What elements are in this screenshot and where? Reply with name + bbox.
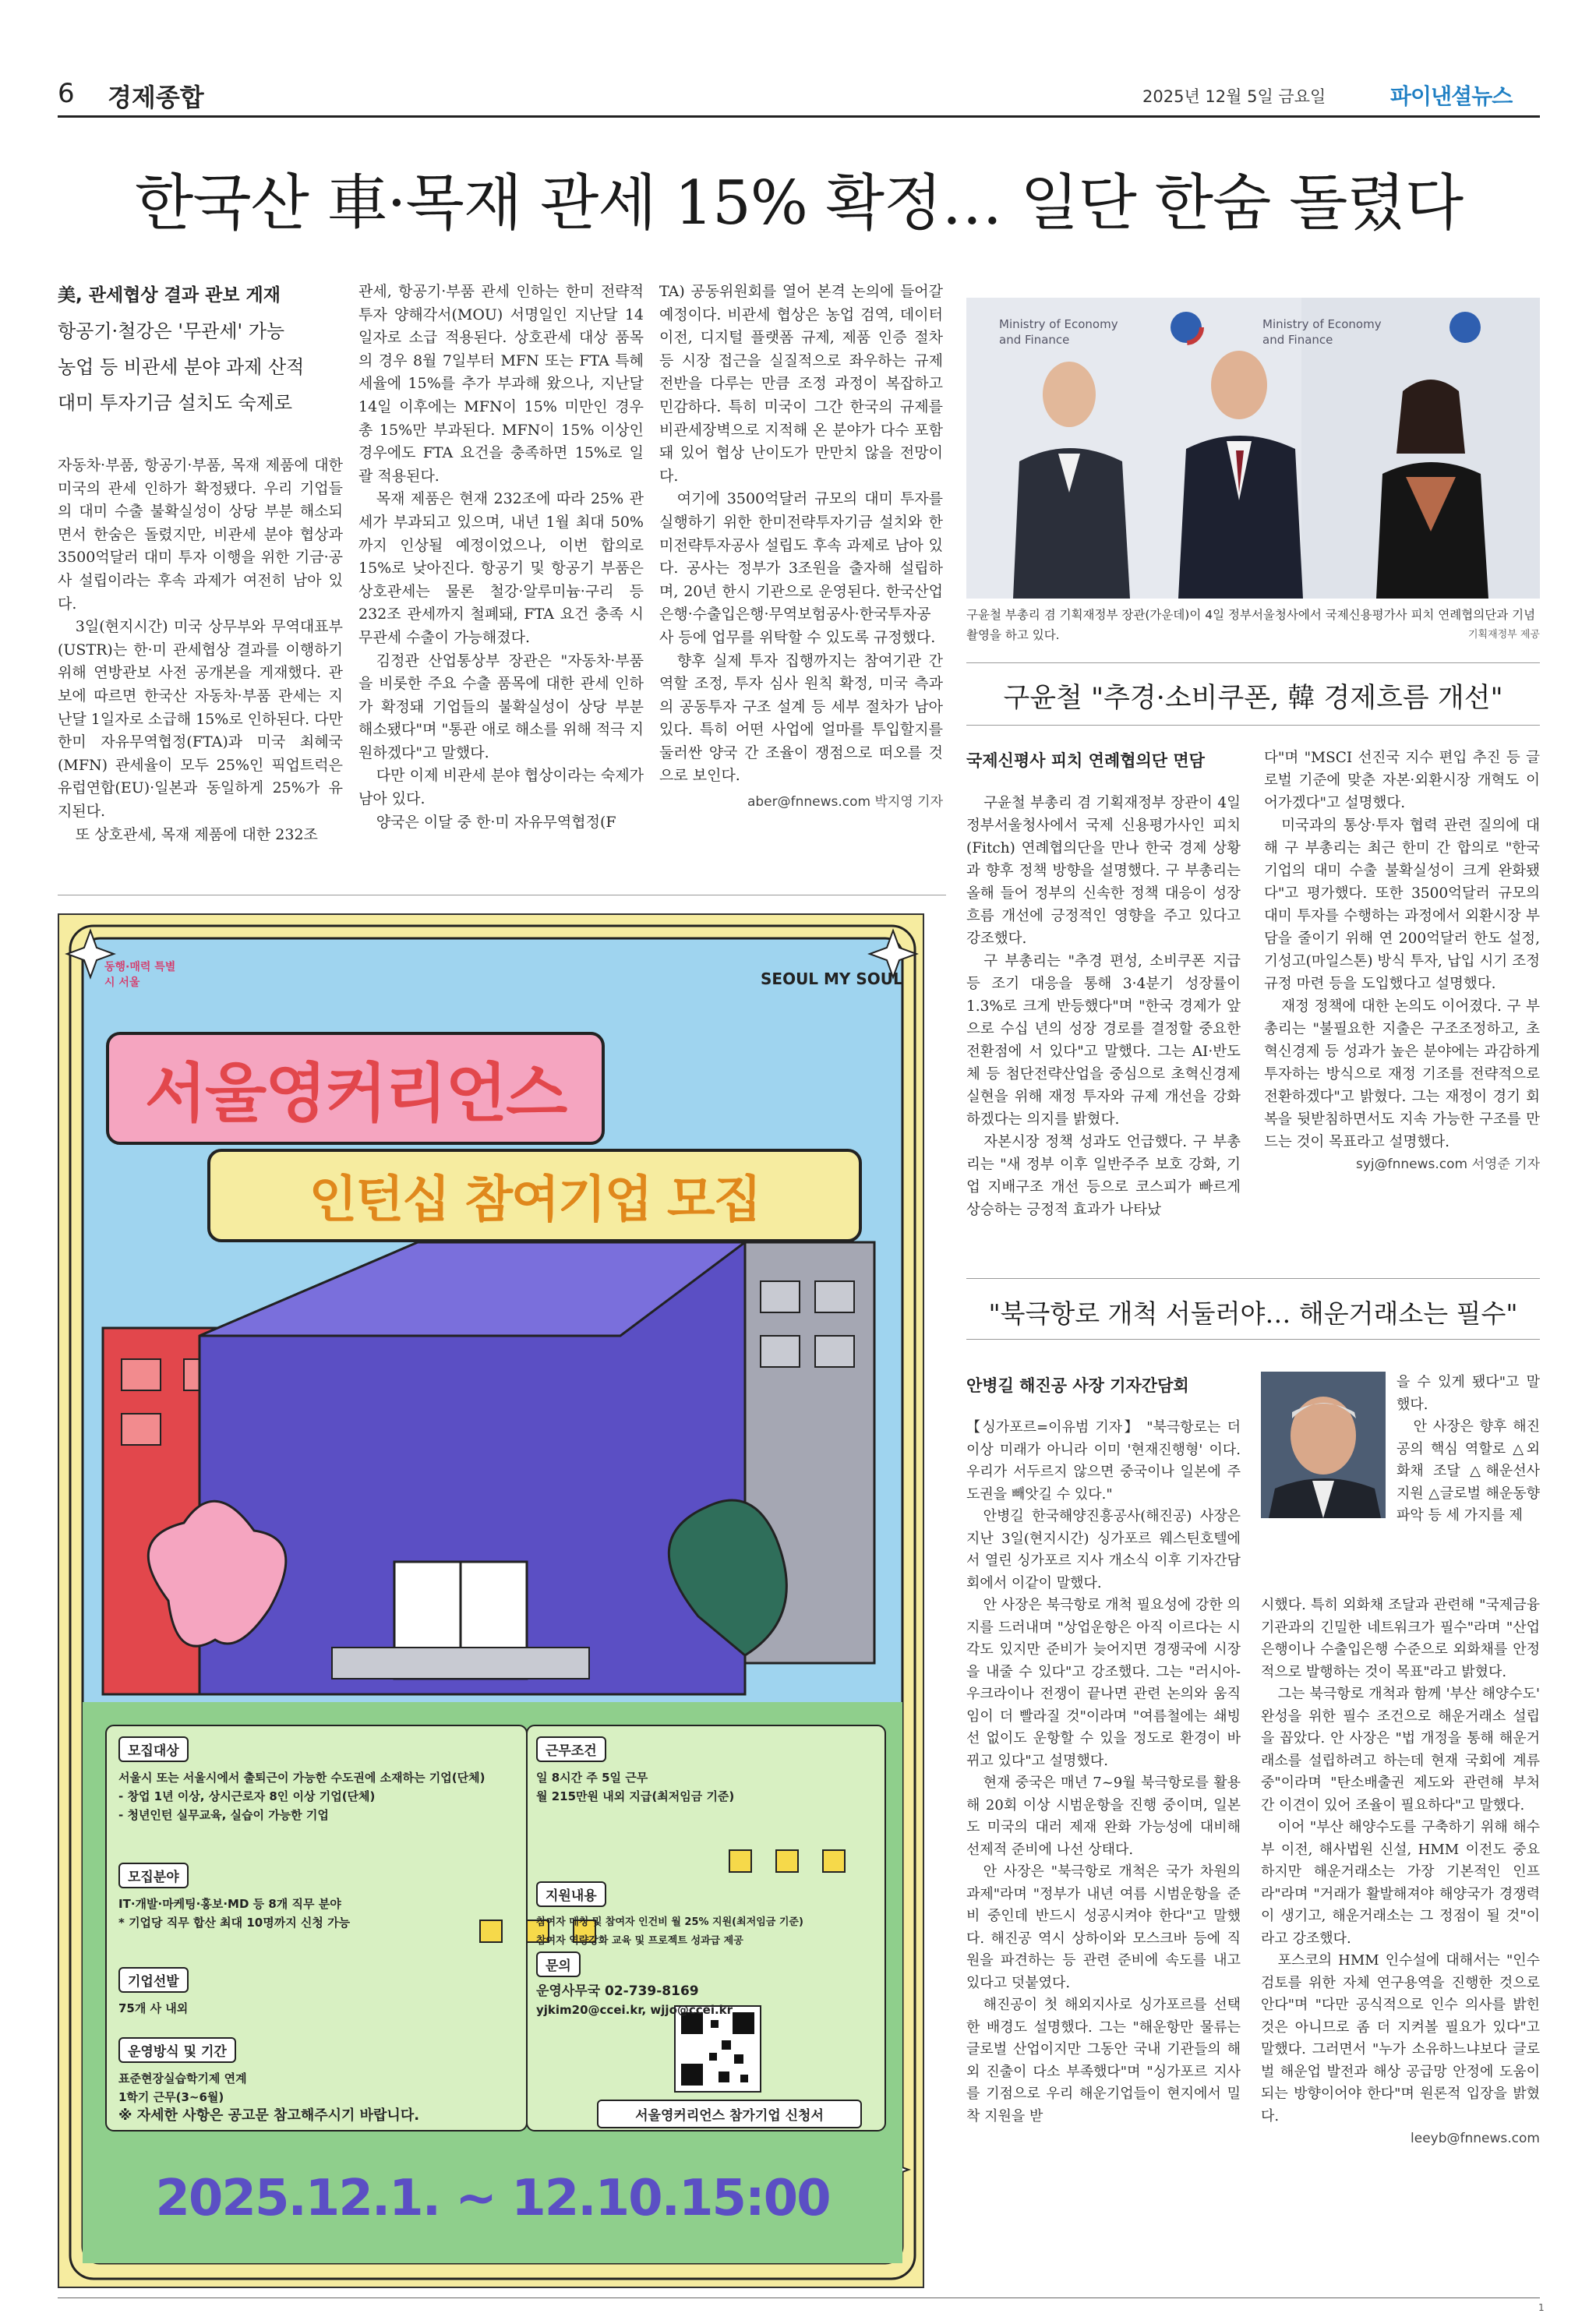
poster-title-1: 서울영커리언스 <box>106 1032 605 1145</box>
news-photo <box>966 298 1540 599</box>
paragraph: 또 상호관세, 목재 제품에 대한 232조 <box>75 825 318 843</box>
paragraph: 재정 정책에 대한 논의도 이어졌다. 구 부총리는 "불필요한 지출은 구조조정하고, 초혁신경제 등 성과가 높은 분야에는 과감하게 투자하는 방식으로 재정 기조를 전략적으로 전환하겠다"고 밝혔다. 그는 재정이 경기 회복을 뒷받침하면서도 지속 가능한 구조를 만드는 것이 목표라고 설명했다. <box>1264 998 1540 1150</box>
photo-backdrop-text: Ministry of Economy and Finance <box>999 317 1118 347</box>
footer-page-mark: 1 <box>1538 2302 1545 2313</box>
work-line: 일 8시간 주 5일 근무 <box>536 1771 648 1785</box>
poster-recruit-block <box>118 1736 524 1824</box>
paragraph: 양국은 이달 중 한·미 자유무역협정(F <box>376 813 616 831</box>
subhead-3: 대미 투자기금 설치도 숙제로 <box>58 392 293 414</box>
field-label: 모집분야 <box>118 1863 189 1888</box>
main-kicker: 美, 관세협상 결과 관보 게재 <box>58 285 281 306</box>
story2-headline: 구윤철 "추경·소비쿠폰, 韓 경제흐름 개선" <box>1003 683 1503 714</box>
poster-method-block <box>118 2037 524 2125</box>
paragraph: 안 사장은 "북극항로 개척은 국가 차원의 과제"라며 "정부가 내년 여름 시범운항을 준비 중인데 반드시 성공시켜야 한다"고 말했다. 해진공 역시 상하이와 모스크바 등에 직원을 파견하는 등 관련 준비에 속도를 내고 있다고 덧붙였다. <box>966 1863 1241 1991</box>
caption-text: 구윤철 부총리 겸 기획재정부 장관(가운데)이 4일 정부서울청사에서 국제신용평가사 피치 연례협의단과 기념촬영을 하고 있다. <box>966 608 1536 642</box>
story2-column-right <box>1264 747 1540 1176</box>
photo-bottom-rule <box>966 662 1540 663</box>
paragraph: 이어 "부산 해양수도를 구축하기 위해 해수부 이전, 해사법원 신설, HMM 이전도 중요하지만 해운거래소는 가장 기본적인 인프라"라며 "거래가 활발해져야 해양국가 경쟁력이 생기고, 해운거래소는 그 정점이 될 것"이라고 강조했다. <box>1261 1819 1540 1947</box>
paragraph: 시했다. 특히 외화채 조달과 관련해 "국제금융기관과의 긴밀한 네트워크가 필수"라며 "산업은행이나 수출입은행 수준으로 외화채를 안정적으로 발행하는 것이 목표"라고 밝혔다. <box>1261 1597 1540 1680</box>
paragraph: 【싱가포르=이유범 기자】 "북극항로는 더 이상 미래가 아니라 이미 '현재진행형' 이다. 우리가 서두르지 않으면 중국이나 일본에 주도권을 빼앗길 수 있다." <box>966 1419 1241 1503</box>
main-column-3 <box>659 281 943 814</box>
section-name: 경제종합 <box>108 83 204 112</box>
poster-title-2: 인턴십 참여기업 모집 <box>207 1149 862 1242</box>
support-line: 참여자 역량강화 교육 및 프로젝트 성과급 제공 <box>536 1935 743 1947</box>
paragraph: 안 사장은 향후 해진공의 핵심 역할로 △외화채 조달 △해운선사 지원 △글로벌 해운동향 파악 등 세 가지를 제 <box>1396 1418 1540 1524</box>
issue-date: 2025년 12월 5일 금요일 <box>1142 87 1326 106</box>
story2-bottom-rule <box>966 1278 1540 1279</box>
poster-size-block <box>118 1967 524 2018</box>
story2-column-left <box>966 792 1241 1221</box>
main-headline: 한국산 車·목재 관세 15% 확정… 일단 한숨 돌렸다 <box>134 168 1464 238</box>
story3-byline: leeyb@fnnews.com <box>1411 2131 1540 2146</box>
paragraph: 안 사장은 북극항로 개척 필요성에 강한 의지를 드러내며 "상업운항은 아직 이르다는 시각도 있지만 준비가 늦어지면 경쟁국에 시장을 내줄 수 있다"고 강조했다. 그는 "러시아-우크라이나 전쟁이 끝나면 관련 논의와 움직임이 더 빨라질 것"이라며 "여름철에는 쇄빙선 없이도 운항할 수 있을 정도로 환경이 바뀌고 있다"고 설명했다. <box>966 1597 1241 1769</box>
poster-contact-block <box>536 1951 879 2019</box>
poster-period: 2025.12.1. ~ 12.10.15:00 <box>155 2170 830 2227</box>
photo-credit: 기획재정부 제공 <box>1467 629 1540 641</box>
field-line: * 기업당 직무 합산 최대 10명까지 신청 가능 <box>118 1916 351 1930</box>
story2-byline: syj@fnnews.com 서영준 기자 <box>1355 1157 1540 1172</box>
work-label: 근무조건 <box>536 1736 606 1762</box>
paragraph: 자본시장 정책 성과도 언급했다. 구 부총리는 "새 정부 이후 일반주주 보호 강화, 기업 지배구조 개선 등으로 코스피가 빠르게 상승하는 긍정적 효과가 나타났 <box>966 1134 1241 1218</box>
story3-column-left <box>966 1417 1241 2128</box>
story3-column-right <box>1396 1372 1540 1528</box>
paragraph: 미국과의 통상·투자 협력 관련 질의에 대해 구 부총리는 최근 한미 간 합의로 "한국 기업의 대미 수출 불확실성이 크게 완화됐다"고 평가했다. 또한 3500억달러 규모의 대미 투자를 수행하는 과정에서 외환시장 부담을 줄이기 위해 연 200억달러 한도 설정, 기성고(마일스톤) 방식 투자, 납입 시기 조정 규정 마련 등을 도입했다고 설명했다. <box>1264 818 1540 992</box>
paragraph: 여기에 3500억달러 규모의 대미 투자를 실행하기 위한 한미전략투자기금 설치와 한미전략투자공사 설립도 후속 과제로 남아 있다. 공사는 정부가 3조원을 출자해 설립하며, 20년 한시 기관으로 운영된다. 한국산업은행·수출입은행·무역보험공사·한국투자공사 등에 업무를 위탁할 수 있도록 규정했다. <box>659 490 943 646</box>
header-rule <box>58 115 1540 118</box>
paragraph: 그는 북극항로 개척과 함께 '부산 해양수도' 완성을 위한 필수 조건으로 해운거래소 설립을 꼽았다. 안 사장은 "법 개정을 통해 해운거래소를 설립하려고 하는데 현재 국회에 계류 중"이라며 "탄소배출권 제도와 관련해 부처 간 이견이 있어 조율이 필요하다"고 말했다. <box>1261 1686 1540 1814</box>
size-label: 기업선발 <box>118 1967 189 1993</box>
main-column-2 <box>358 281 644 834</box>
portrait-scene <box>1261 1372 1386 1518</box>
poster-logo-right: SEOUL MY SOUL <box>761 970 903 988</box>
paragraph: 목재 제품은 현재 232조에 따라 25% 관세가 부과되고 있으며, 내년 1월 최대 50%까지 인상될 예정이었으나, 이번 합의로 15%로 낮아진다. 항공기 및 항공기 부품은 상호관세는 물론 철강·알루미늄·구리 등 232조 관세까지 철폐돼, FTA 요건 충족 시 무관세 수출이 가능해졌다. <box>358 490 644 646</box>
advertisement-poster <box>58 913 924 2288</box>
paragraph: 자동차·부품, 항공기·부품, 목재 제품에 대한 미국의 관세 인하가 확정됐다. 우리 기업들의 대미 수출 불확실성이 상당 부분 해소되면서 한숨은 돌렸지만, 비관세 분야 협상과 3500억달러 대미 투자 이행을 위한 기금·공사 설립이라는 후속 과제가 여전히 남아 있다. <box>58 457 343 613</box>
story2-subhead: 국제신평사 피치 연례협의단 면담 <box>966 751 1205 770</box>
main-subheads <box>58 313 338 421</box>
story3-headline-rule <box>966 1339 1540 1340</box>
paragraph: 다"며 "MSCI 선진국 지수 편입 추진 등 글로벌 기준에 맞춘 자본·외환시장 개혁도 이어가겠다"고 설명했다. <box>1264 750 1540 811</box>
work-line: 월 215만원 내외 지급(최저임금 기준) <box>536 1789 735 1803</box>
paragraph: 3일(현지시간) 미국 상무부와 무역대표부(USTR)는 한·미 관세협상 결과를 이행하기 위해 연방관보 사전 공개본을 게재했다. 관보에 따르면 한국산 자동차·부품 관세는 지난달 1일자로 소급해 15%로 인하된다. 다만 한미 자유무역협정(FTA)과 미국 최혜국(MFN) 관세율이 모두 25%인 픽업트럭은 유럽연합(EU)·일본과 동일하게 25%가 유지된다. <box>58 618 343 820</box>
paragraph: 해진공이 첫 해외지사로 싱가포르를 선택한 배경도 설명했다. 그는 "해운항만 물류는 글로벌 산업이지만 그동안 국내 기관들의 해외 진출이 다소 부족했다"며 "싱가포르 지사를 기점으로 우리 해운기업들이 현지에서 밀착 지원을 받 <box>966 1997 1241 2124</box>
support-label: 지원내용 <box>536 1881 606 1907</box>
paragraph: 관세, 항공기·부품 관세 인하는 한미 전략적 투자 양해각서(MOU) 서명일인 지난달 14일자로 소급 적용된다. 상호관세 대상 품목의 경우 8월 7일부터 MFN 또는 FTA 특혜세율에 15%를 추가 부과해 왔으나, 지난달 14일 이후에는 MFN이 15% 미만인 경우 총 15%만 부과된다. MFN이 15% 이상인 경우에도 FTA 요건을 충족하면 15%로 일괄 적용된다. <box>358 283 644 485</box>
contact-line: yjkim20@ccei.kr, wjjo@ccei.kr <box>536 2003 733 2017</box>
recruit-line: - 창업 1년 이상, 상시근로자 8인 이상 기업(단체) <box>118 1789 376 1803</box>
story3-subhead: 안병길 해진공 사장 기자간담회 <box>966 1376 1189 1395</box>
paragraph: 구윤철 부총리 겸 기획재정부 장관이 4일 정부서울청사에서 국제 신용평가사인 피치(Fitch) 연례협의단을 만나 한국 경제 상황과 향후 정책 방향을 설명했다. 구 부총리는 올해 들어 정부의 신속한 정책 대응이 성장 흐름 개선에 긍정적인 영향을 주고 있다고 강조했다. <box>966 795 1241 947</box>
poster-notice: ※ 자세한 사항은 공고문 참고해주시기 바랍니다. <box>118 2107 420 2124</box>
paragraph: 포스코의 HMM 인수설에 대해서는 "인수 검토를 위한 자체 연구용역을 진행한 것으로 안다"며 "다만 공식적으로 인수 의사를 밝힌 것은 아니므로 좀 더 지켜볼 필요가 있다"고 말했다. 그러면서 "누가 소유하느냐보다 글로벌 해운업 발전과 해상 공급망 안정에 도움이 되는 방향이어야 한다"며 원론적 입장을 밝혔다. <box>1261 1952 1540 2124</box>
story3-headline: "북극항로 개척 서둘러야… 해운거래소는 필수" <box>988 1298 1518 1329</box>
paragraph: 안병길 한국해양진흥공사(해진공) 사장은 지난 3일(현지시간) 싱가포르 웨스틴호텔에서 열린 싱가포르 지사 개소식 이후 기자간담회에서 이같이 말했다. <box>966 1508 1241 1591</box>
poster-support-block <box>536 1881 879 1951</box>
paragraph: 향후 실제 투자 집행까지는 참여기관 간 역할 조정, 투자 심사 원칙 확정, 미국 측과의 공동투자 구조 설계 등 세부 절차가 남아있다. 특히 어떤 사업에 얼마를 투입할지를 둘러싼 양국 간 조율이 쟁점으로 떠오를 것으로 보인다. <box>659 652 943 785</box>
support-line: 참여자 매칭 및 참여자 인건비 월 25% 지원(최저임금 기준) <box>536 1916 803 1928</box>
paragraph: 현재 중국은 매년 7~9월 북극항로를 활용해 20회 이상 시범운항을 진행 중이며, 일본도 미국의 대러 제재 완화 가능성에 대비해 선제적 준비에 나선 상태다. <box>966 1775 1241 1858</box>
poster-field-block <box>118 1863 524 1932</box>
story3-column-right-lower <box>1261 1595 1540 2150</box>
method-line: 1학기 근무(3~6월) <box>118 2090 224 2104</box>
poster-logo-left: 동행·매력 특별시 서울 <box>104 961 176 989</box>
contact-line: 운영사무국 02-739-8169 <box>536 1983 699 1999</box>
method-line: 표준현장실습학기제 연계 <box>118 2071 247 2086</box>
paragraph: 다만 이제 비관세 분야 협상이라는 숙제가 남아 있다. <box>358 767 644 808</box>
story2-headline-rule <box>966 725 1540 726</box>
recruit-line: - 청년인턴 실무교육, 실습이 가능한 기업 <box>118 1808 329 1822</box>
size-line: 75개 사 내외 <box>118 2001 189 2015</box>
subhead-1: 항공기·철강은 '무관세' 가능 <box>58 320 285 342</box>
paragraph: TA) 공동위원회를 열어 본격 논의에 들어갈 예정이다. 비관세 협상은 농업 검역, 데이터 이전, 디지털 플랫폼 규제, 제품 인증 절차 등 시장 접근을 실질적으로 좌우하는 규제 전반을 다루는 만큼 조정 과정이 복잡하고 민감하다. 특히 미국이 그간 한국의 규제를 비관세장벽으로 지적해 온 분야가 다수 포함돼 있어 협상 난이도가 만만치 않을 전망이다. <box>659 283 943 485</box>
recruit-label: 모집대상 <box>118 1736 189 1762</box>
recruit-line: 서울시 또는 서울시에서 출퇴근이 가능한 수도권에 소재하는 기업(단체) <box>118 1771 486 1785</box>
paragraph: 김정관 산업통상부 장관은 "자동차·부품을 비롯한 주요 수출 품목에 대한 관세 인하가 확정돼 기업들의 불확실성이 상당 부분 해소됐다"며 "통관 애로 해소를 위해 적극 지원하겠다"고 말했다. <box>358 652 644 761</box>
page-number: 6 <box>58 78 75 109</box>
method-label: 운영방식 및 기간 <box>118 2037 236 2063</box>
poster-work-block <box>536 1736 879 1806</box>
photo-caption <box>966 605 1540 645</box>
photo-backdrop-text-2: Ministry of Economy and Finance <box>1262 317 1382 347</box>
paragraph: 을 수 있게 됐다"고 말했다. <box>1396 1374 1540 1413</box>
contact-label: 문의 <box>536 1951 581 1977</box>
paragraph: 구 부총리는 "추경 편성, 소비쿠폰 지급 등 조기 대응을 통해 3·4분기 성장률이 1.3%로 크게 반등했다"며 "한국 경제가 앞으로 수십 년의 성장 경로를 결정할 중요한 전환점에 서 있다"고 말했다. 그는 AI·반도체 등 첨단전략산업을 중심으로 초혁신경제 실현을 위해 재정 투자와 규제 개선을 강화하겠다는 의지를 밝혔다. <box>966 953 1241 1128</box>
portrait-photo <box>1261 1372 1386 1518</box>
main-column-1 <box>58 454 343 846</box>
field-line: IT·개발·마케팅·홍보·MD 등 8개 직무 분야 <box>118 1897 341 1911</box>
poster-apply-button[interactable]: 서울영커리언스 참가기업 신청서 <box>597 2100 862 2128</box>
main-byline: aber@fnnews.com 박지영 기자 <box>747 794 943 811</box>
brand-logo: 파이낸셜뉴스 <box>1390 83 1513 109</box>
subhead-2: 농업 등 비관세 분야 과제 산적 <box>58 356 305 378</box>
